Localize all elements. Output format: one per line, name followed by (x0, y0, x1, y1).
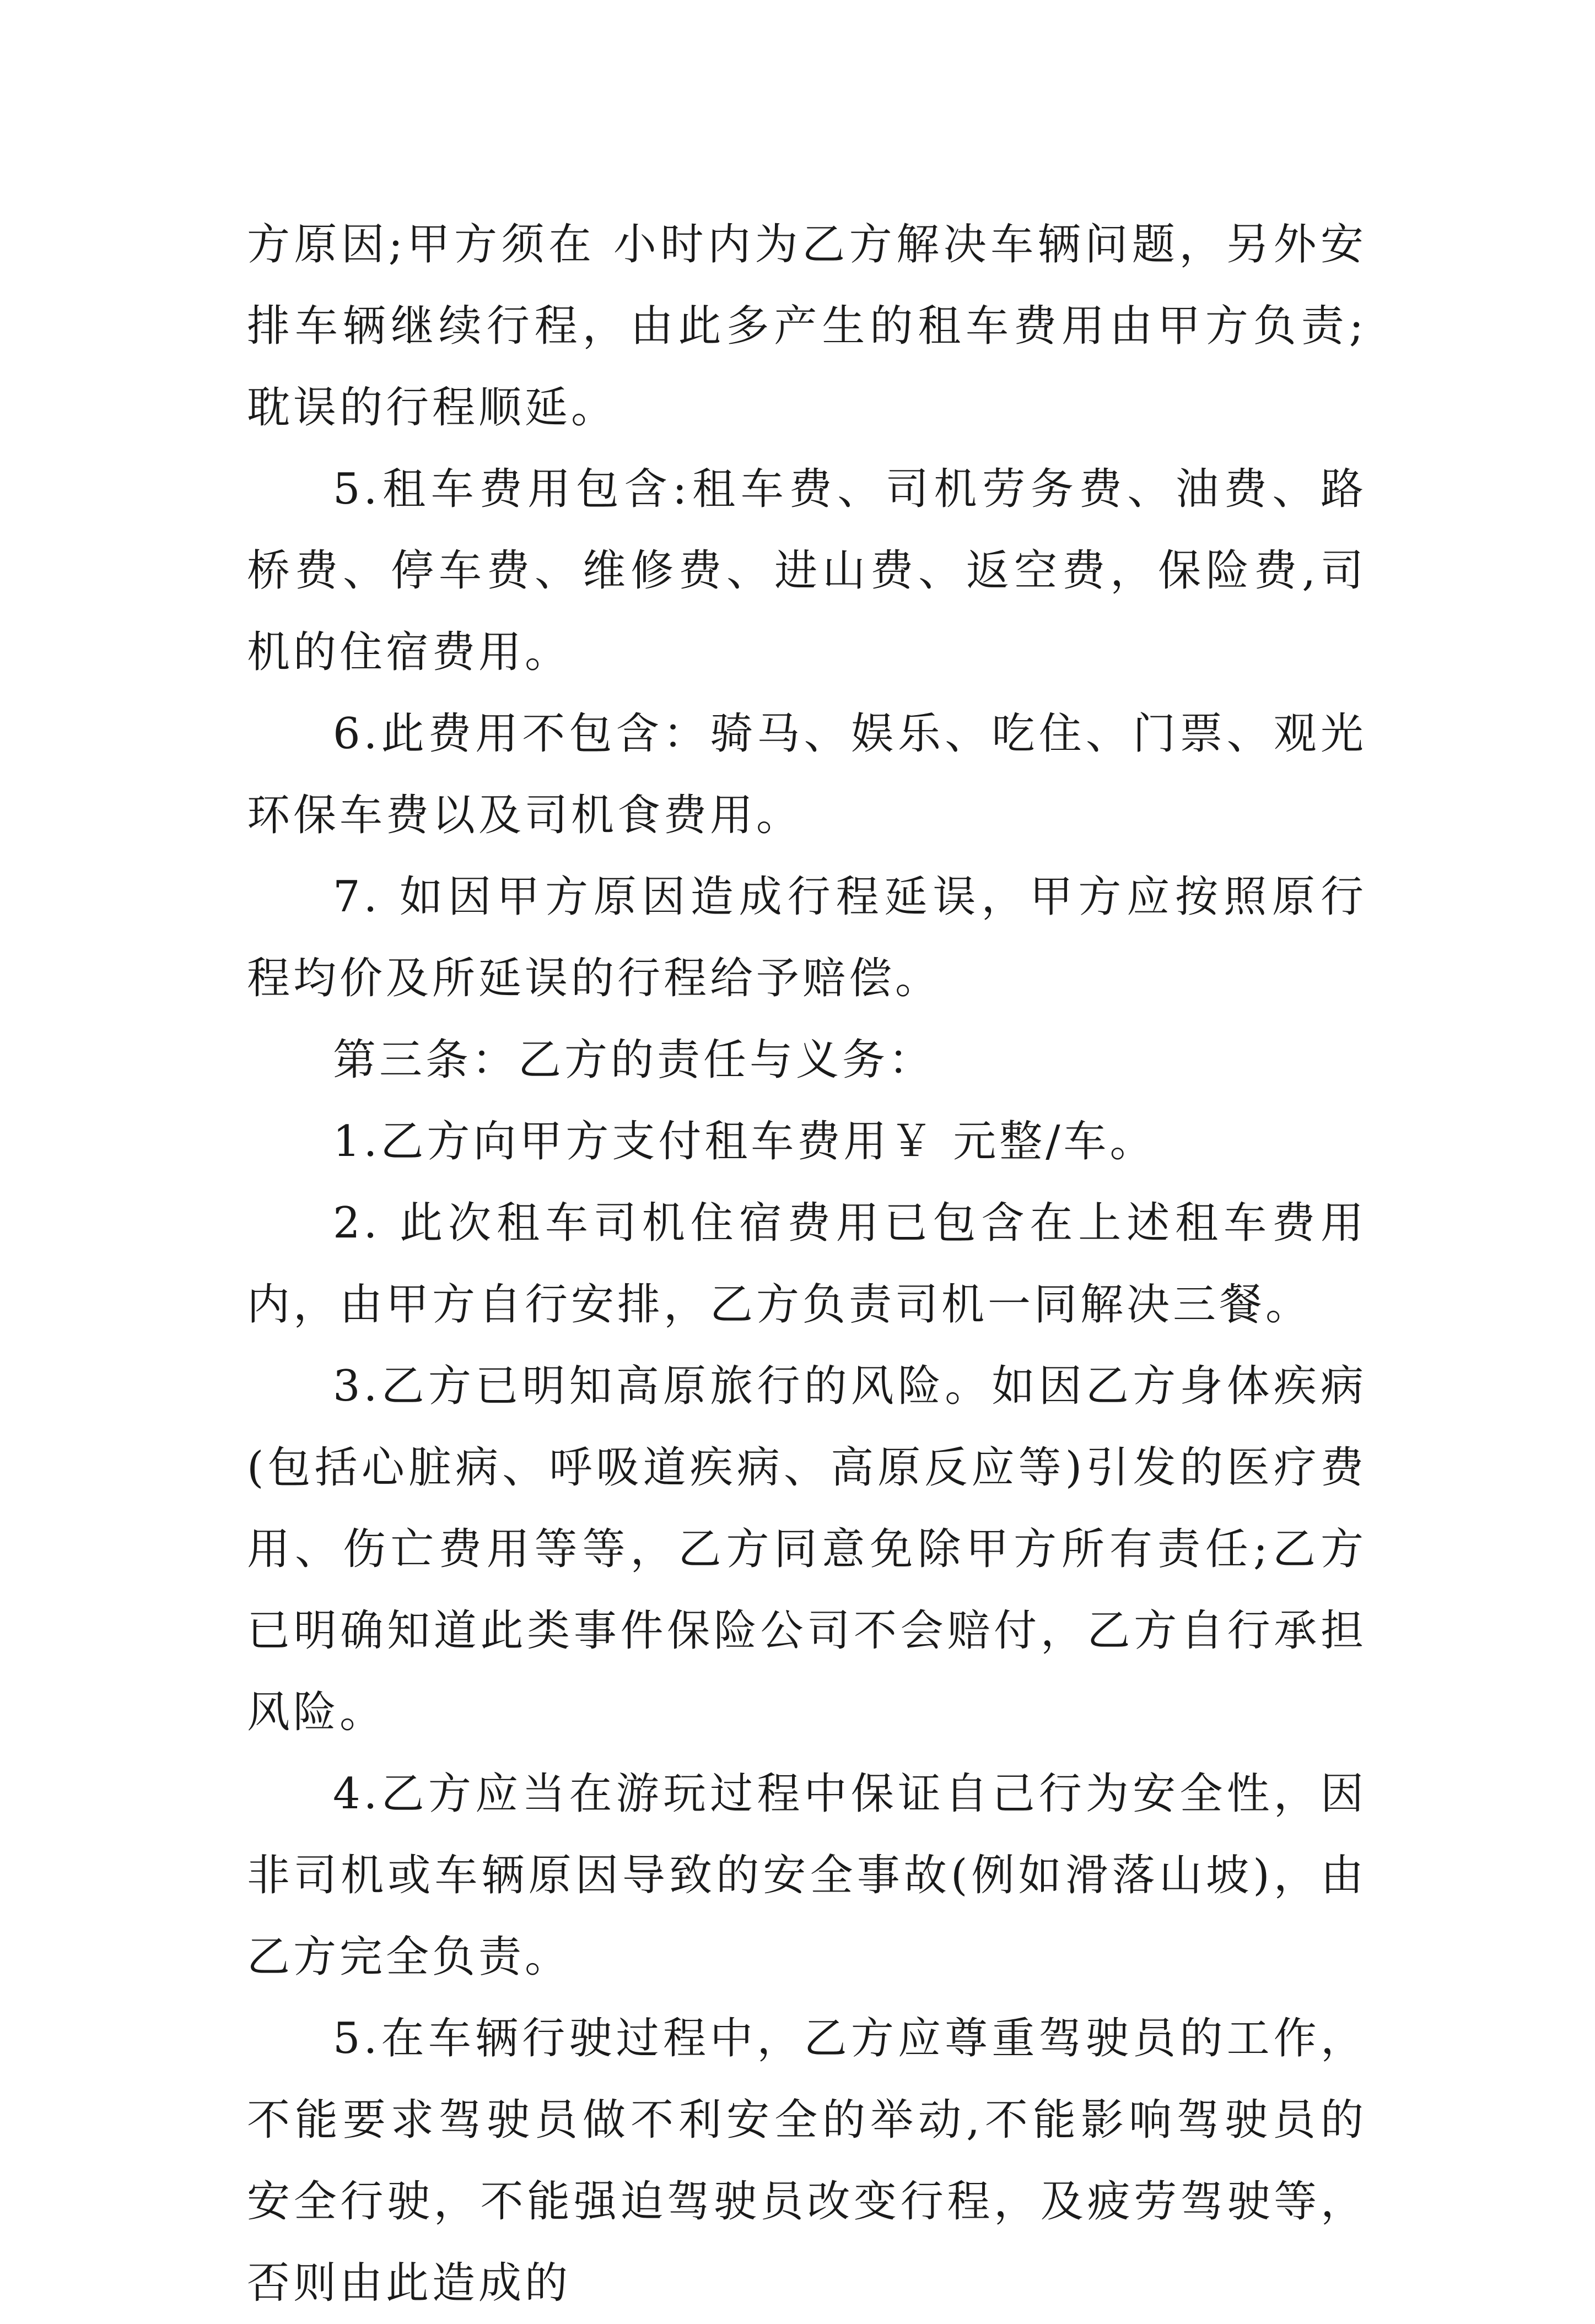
paragraph-item-7-delay-compensation: 7. 如因甲方原因造成行程延误，甲方应按照原行程均价及所延误的行程给予赔偿。 (247, 872, 1367, 1003)
paragraph-item-1-payment: 1.乙方向甲方支付租车费用￥ 元整/车。 (333, 1117, 1156, 1166)
paragraph-item-3-altitude-risk: 3.乙方已明知高原旅行的风险。如因乙方身体疾病(包括心脏病、呼吸道疾病、高原反应等)引发的医疗费用、伤亡费用等等，乙方同意免除甲方所有责任;乙方已明确知道此类事件保险公司不会赔付，乙方自行承担风险。 (247, 1361, 1367, 1737)
paragraph-item-6-fees-excluded: 6.此费用不包含：骑马、娱乐、吃住、门票、观光环保车费以及司机食费用。 (247, 709, 1367, 840)
document-body (247, 204, 1367, 2324)
section-heading-article-3: 第三条：乙方的责任与义务： (333, 1035, 935, 1085)
paragraph-item-2-accommodation: 2. 此次租车司机住宿费用已包含在上述租车费用内，由甲方自行安排，乙方负责司机一同解决三餐。 (247, 1198, 1367, 1329)
paragraph-item-4-personal-safety: 4.乙方应当在游玩过程中保证自己行为安全性，因非司机或车辆原因导致的安全事故(例如滑落山坡)，由乙方完全负责。 (247, 1769, 1367, 1982)
paragraph-continuation: 方原因;甲方须在 小时内为乙方解决车辆问题，另外安排车辆继续行程，由此多产生的租车费用由甲方负责;耽误的行程顺延。 (247, 220, 1367, 433)
paragraph-item-5-driver-respect: 5.在车辆行驶过程中，乙方应尊重驾驶员的工作，不能要求驾驶员做不利安全的举动,不能影响驾驶员的安全行驶，不能强迫驾驶员改变行程，及疲劳驾驶等，否则由此造成的 (247, 2014, 1367, 2308)
paragraph-item-5-fees-included: 5.租车费用包含:租车费、司机劳务费、油费、路桥费、停车费、维修费、进山费、返空费，保险费,司机的住宿费用。 (247, 464, 1367, 677)
